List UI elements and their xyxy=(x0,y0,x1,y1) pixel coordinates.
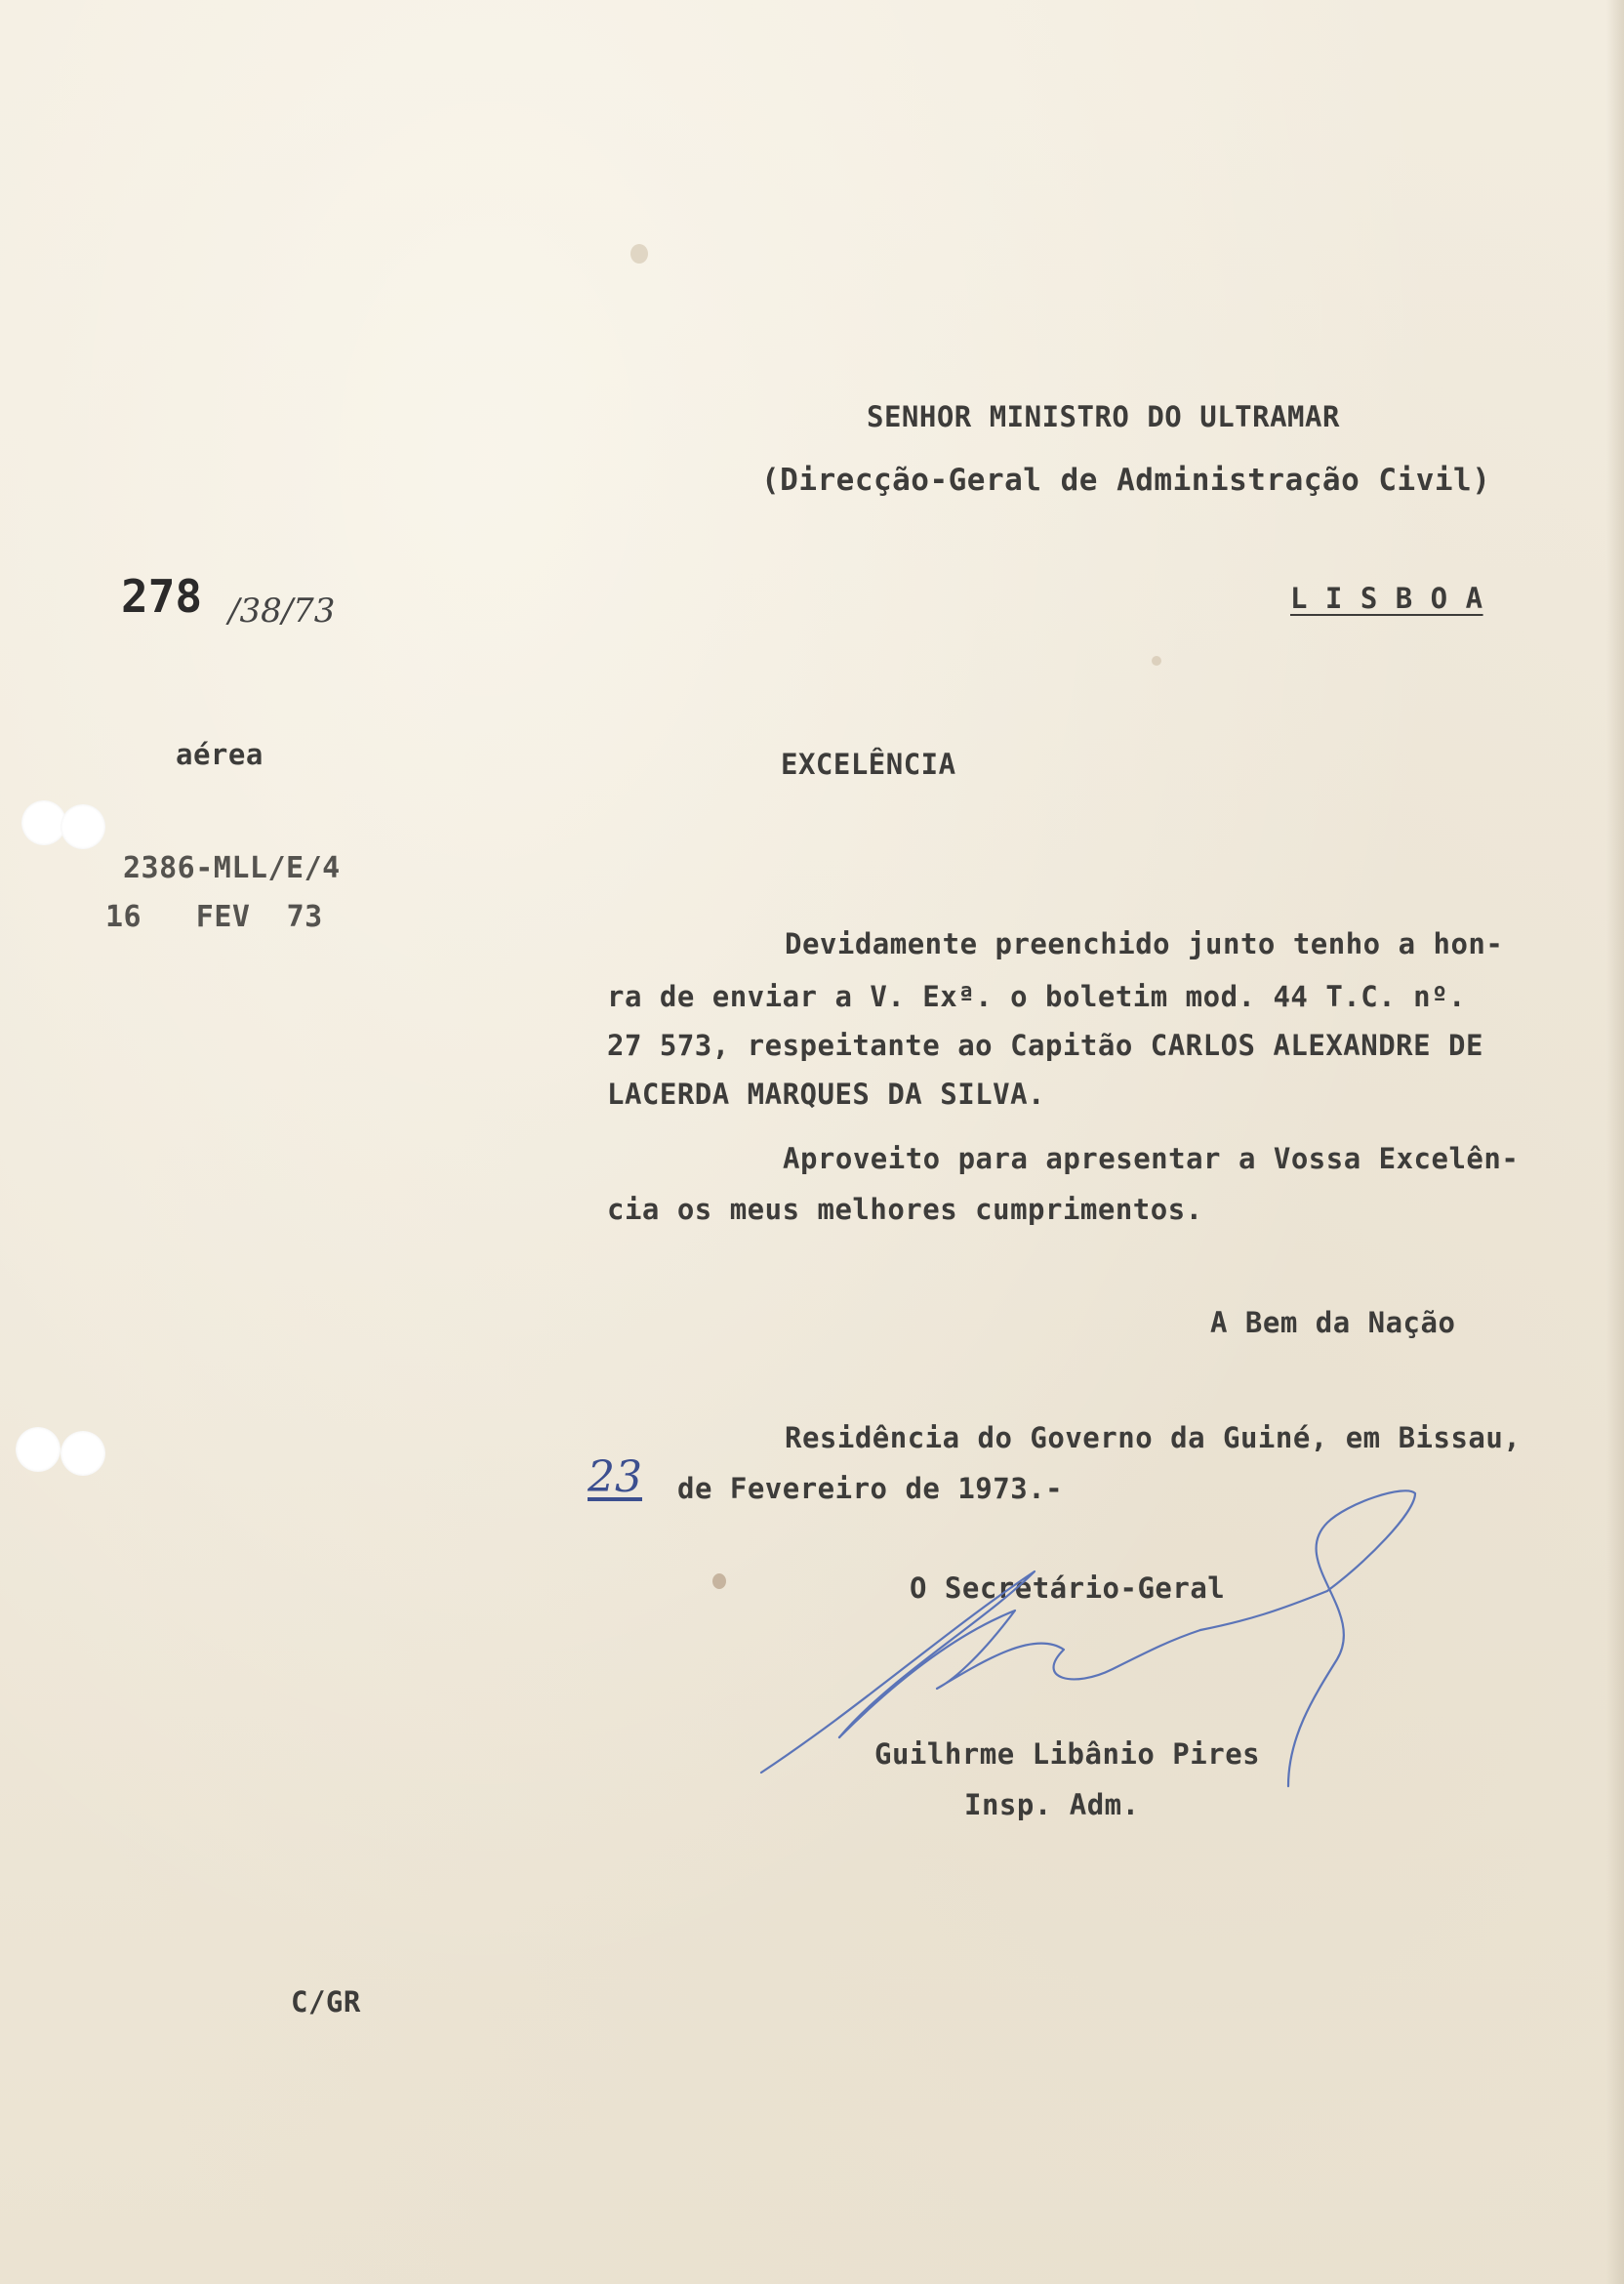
paper-stain xyxy=(712,1573,726,1589)
reference-date: 16 FEV 73 xyxy=(105,900,323,934)
reference-suffix: /38/73 xyxy=(228,591,336,631)
department-line: (Direcção-Geral de Administração Civil) xyxy=(761,463,1491,498)
paper-stain xyxy=(630,244,648,264)
paragraph-2-line-2: cia os meus melhores cumprimentos. xyxy=(607,1193,1203,1226)
date-line: de Fevereiro de 1973.- xyxy=(677,1472,1064,1505)
copy-code: C/GR xyxy=(291,1985,361,2019)
recipient-line: SENHOR MINISTRO DO ULTRAMAR xyxy=(867,400,1340,433)
signatory-title: O Secretário-Geral xyxy=(910,1571,1226,1605)
punch-hole-top-right xyxy=(61,804,105,849)
punch-hole-bottom-left xyxy=(16,1427,61,1472)
paper-stain xyxy=(1152,656,1161,666)
signature-stroke xyxy=(761,1571,1035,1773)
place-line: Residência do Governo da Guiné, em Bissau, xyxy=(785,1421,1522,1454)
punch-hole-top-left xyxy=(21,800,66,845)
salutation: EXCELÊNCIA xyxy=(781,748,956,781)
paragraph-1-line-1: Devidamente preenchido junto tenho a hon- xyxy=(785,927,1504,960)
paragraph-2-line-1: Aproveito para apresentar a Vossa Excelên- xyxy=(783,1142,1520,1175)
paragraph-1-line-3: 27 573, respeitante ao Capitão CARLOS ALEXANDRE DE xyxy=(607,1029,1483,1062)
city-line: L I S B O A xyxy=(1290,582,1483,615)
handwritten-signature xyxy=(742,1484,1444,1806)
closing-formula: A Bem da Nação xyxy=(1210,1306,1456,1339)
reference-number: 278 xyxy=(121,570,203,623)
signatory-name: Guilhrme Libânio Pires xyxy=(874,1737,1261,1771)
paragraph-1-line-4: LACERDA MARQUES DA SILVA. xyxy=(607,1078,1045,1111)
paper-edge xyxy=(1606,0,1624,2284)
signature-stroke xyxy=(839,1611,1200,1737)
mail-type: aérea xyxy=(176,738,264,771)
date-day-handwritten: 23 xyxy=(588,1452,642,1502)
signature-stroke xyxy=(1200,1490,1415,1786)
signatory-role: Insp. Adm. xyxy=(964,1788,1140,1821)
punch-hole-bottom-right xyxy=(61,1431,105,1476)
reference-code: 2386-MLL/E/4 xyxy=(123,851,341,885)
paragraph-1-line-2: ra de enviar a V. Exª. o boletim mod. 44 T.C. nº. xyxy=(607,980,1467,1013)
